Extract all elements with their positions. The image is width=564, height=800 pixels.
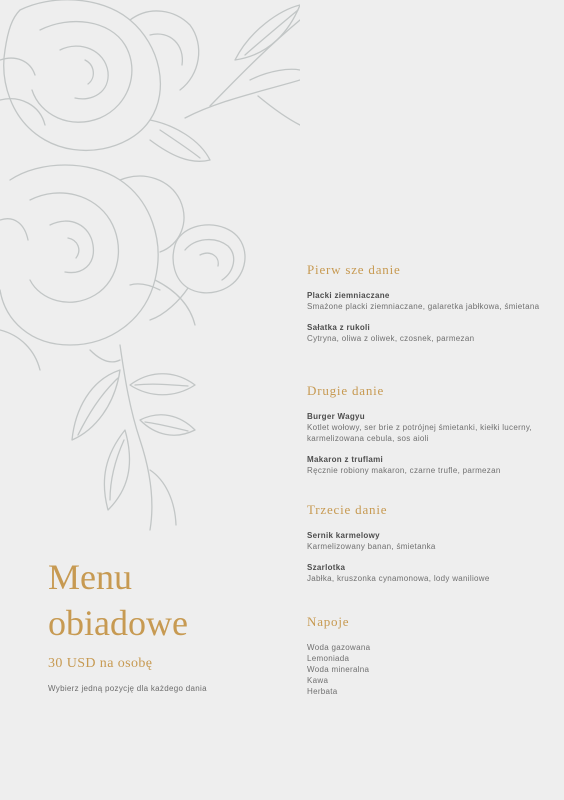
section-second-course [307,383,552,486]
menu-title [48,554,188,646]
item-name: Burger Wagyu [307,412,365,421]
item-description: Karmelizowany banan, śmietanka [307,542,436,551]
section-title: Trzecie danie [307,502,388,517]
drink-item: Woda gazowana [307,643,371,652]
drink-item: Kawa [307,676,329,685]
menu-item [307,562,552,584]
item-name: Makaron z truflami [307,455,384,464]
menu-item [307,530,552,552]
section-title: Drugie danie [307,383,385,398]
item-name: Szarlotka [307,563,346,572]
menu-item [307,290,552,312]
drink-item: Woda mineralna [307,665,370,674]
item-description: Cytryna, oliwa z oliwek, czosnek, parmezan [307,334,475,343]
item-description: Smażone placki ziemniaczane, galaretka jabłkowa, śmietana [307,302,540,311]
item-description: Kotlet wołowy, ser brie z potrójnej śmietanki, kiełki lucerny, karmelizowana cebula, sos aioli [307,423,533,443]
item-name: Sałatka z rukoli [307,323,371,332]
price-per-person: 30 USD na osobę [48,656,153,671]
drink-item: Herbata [307,687,338,696]
section-title: Pierw sze danie [307,262,401,277]
item-name: Sernik karmelowy [307,531,380,540]
menu-item [307,454,552,476]
menu-title-line1: Menu [48,557,132,597]
menu-title-line2: obiadowe [48,603,188,643]
selection-note: Wybierz jedną pozycję dla każdego dania [48,684,207,693]
item-description: Ręcznie robiony makaron, czarne trufle, parmezan [307,466,501,475]
section-drinks [307,614,552,697]
drink-item: Lemoniada [307,654,350,663]
section-title: Napoje [307,614,350,629]
menu-item [307,411,552,444]
section-third-course [307,502,552,594]
section-first-course [307,262,552,354]
floral-illustration [0,0,300,540]
menu-item [307,322,552,344]
item-description: Jabłka, kruszonka cynamonowa, lody waniliowe [307,574,490,583]
item-name: Placki ziemniaczane [307,291,390,300]
